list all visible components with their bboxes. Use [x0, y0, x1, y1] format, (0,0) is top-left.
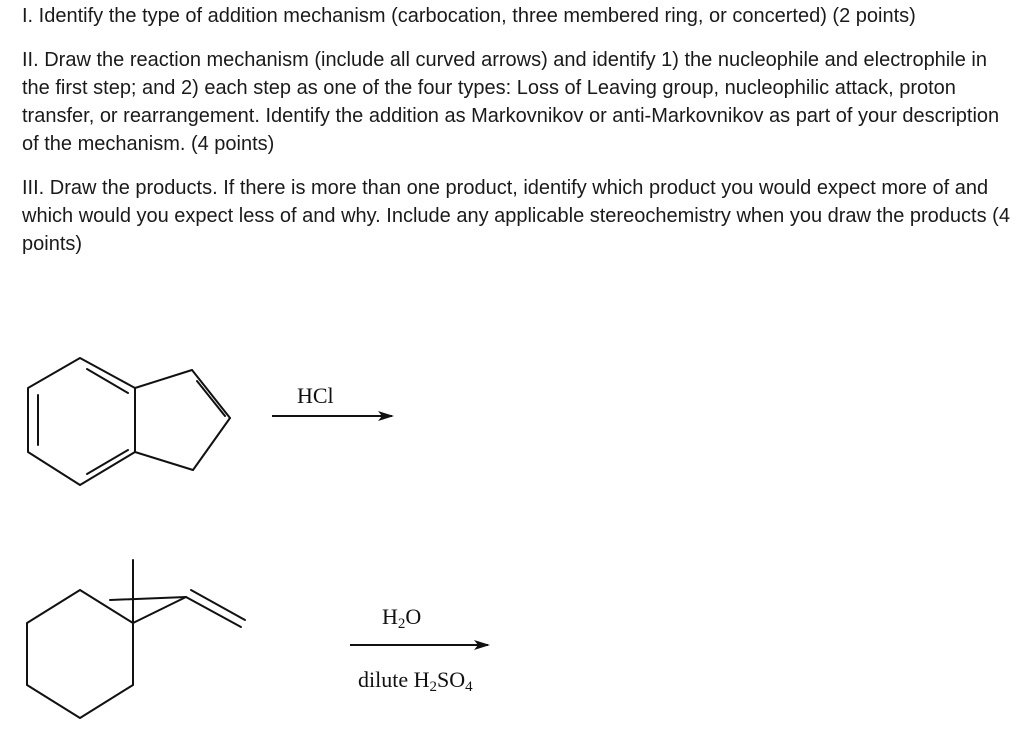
- reaction-2-reagent-below: dilute $H_2SO_4$: [358, 667, 473, 695]
- question-2: II. Draw the reaction mechanism (include all curved arrows) and identify 1) the nucleophile and electrophile in the first step; and 2) each step as one of the four types: Loss of Leaving group, nucleophilic attack, proton transfer, or rearrangement. Identify the addition as Markovnikov or anti-Markovnikov as part of your description of the mechanism. (4 points): [22, 49, 1000, 155]
- indene-structure: [28, 358, 230, 485]
- reaction-2-reagent-above: $H_2O$: [382, 604, 422, 632]
- question-1: I. Identify the type of addition mechanism (carbocation, three membered ring, or concerted) (2 points): [22, 5, 916, 27]
- question-3: III. Draw the products. If there is more than one product, identify which product you would expect more of and which would you expect less of and why. Include any applicable stereochemistry when you draw the products (4 points): [22, 177, 1010, 255]
- cyclohexane-alkene-structure: [27, 560, 245, 718]
- reaction-1-reagent: HCl: [297, 383, 334, 408]
- question-list: [22, 2, 1012, 274]
